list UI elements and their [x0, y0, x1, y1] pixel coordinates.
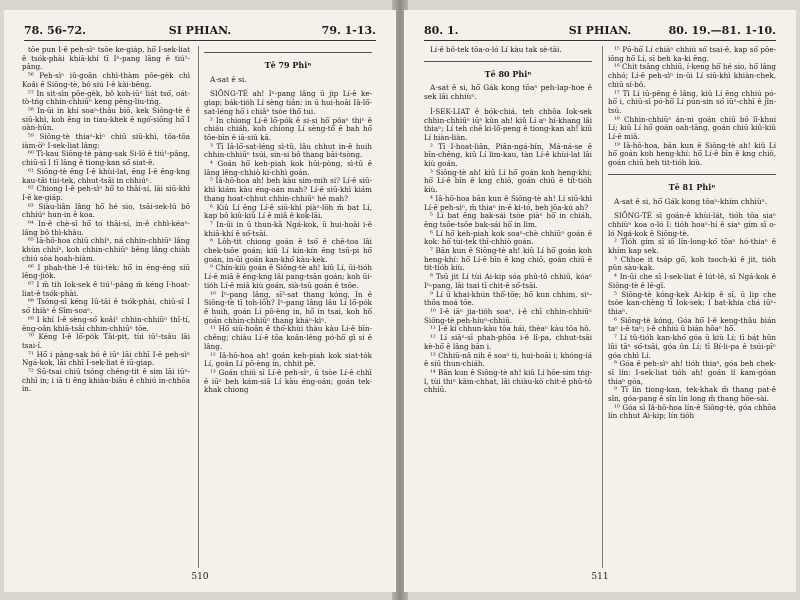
verse-paragraph: ⁶² Chiong I-ê peh-sìⁿ hō͘ to thāi-sí, lāi siū-khì I-ê ke-giáp. [22, 184, 190, 202]
verse-paragraph: ⁷² Sū-tsai chiū tsóng chéng-tit ê sim lāi iūⁿ-chhī in; i iā ti ēng khiàu-biāu ê chhiú in-chhōa in. [22, 367, 190, 394]
left-header-verse-range-end: 79. 1-13. [321, 24, 376, 37]
verse-paragraph: ¹² Lí siāⁿ-sī phah-phōa i-ê lî-pa, chhut-tsāi kè-hō͘ ê lâng bān i. [424, 333, 592, 351]
verse-paragraph: ² Tióh gím sī iô lîn-long-kó͘ tōaⁿ hó-thiaⁿ ê khím kap sek. [608, 237, 776, 256]
verse-paragraph: ¹⁸ Chhin-chhiūⁿ án-ni goán chiū bô lī-khui Lí; kiû Lí hō͘ goán oah-tāng, goán chiū kiû-kiû Lí-ê miâ. [608, 114, 776, 142]
left-page-header [24, 24, 376, 41]
psalm-79-subtitle: A-sat ê si. [210, 74, 247, 84]
verse-paragraph: ¹⁰ I-ê iāⁿ jia-tióh soaⁿ, i-ê chī chhin-chhiūⁿ Siōng-tè peh-hiuⁿ-chhiū. [424, 306, 592, 325]
verse-paragraph: ⁷ Lí tû-tióh kan-khó͘ góa ū kiù Lí; tī bát hûn lûi tāⁿ só͘-tsāi, góa ûn Lí; tī Bí-li-pa ê tsúi-pīⁿ góa chhì Lí. [608, 333, 776, 360]
verse-paragraph: ⁶ Kiû Lí ēng Lí-ê siū-khì piàⁿ-lōh m̄ bat Lí, kap bô kiû-kiû Lí ê miâ ê kok-lāi. [204, 202, 372, 221]
right-page-column-1 [424, 46, 592, 570]
verse-paragraph: ⁵ Iâ-hō-hoa ah! beh kàu sím-mih si? Lí-ê siū-khì kiám kàu éng-oán mah? Lí-ê siū-khì kiám thang hoat-chhut chhin-chhiūⁿ hé mah? [204, 176, 372, 203]
left-column-divider [198, 46, 199, 568]
verse-paragraph: tōe pun I-ê peh-sìⁿ tsōe ke-giáp, hō͘ I-sek-liat ê tsók-phài khiā-khí tī Iⁿ-pang lāng ê tiú¹-pâng. [22, 46, 190, 72]
verse-paragraph: ⁶⁶ I phah-thè I-ê tùi-tèk: hō͘ in éng-éng siū lêng-jiók. [22, 262, 190, 281]
verse-paragraph: ¹¹ Hō͘ siū-hoān ê thó͘-khùi thàu kàu Lí-ê bīn-chêng; chiàu Lí-ê tōa koân-lêng pó-hō͘ gī sí ê lâng. [204, 324, 372, 351]
right-header-verse-range-end: 80. 19.—81. 1-10. [668, 24, 776, 37]
verse-paragraph: ⁶³ Siàu-liân lâng hō͘ hé sio, tsāi-sek-lú bô chhiúⁿ hun-in ê koa. [22, 201, 190, 220]
verse-paragraph: ⁶⁵ Iā-hō-hoa chiū chhíⁿ, ná chhin-chhiūⁿ lâng khùn chhíⁿ, koh chhin-chhiūⁿ bêng lâng chiàh chiú sòa hoah-hiàm. [22, 236, 190, 263]
verse-paragraph: ¹⁹ Iâ-hō-hoa, bān kun ê Siōng-tè ah! kiû Lí hō͘ goán koh heng-khí: hō͘ Lí-ê bīn ê kng chiō, goán chiū beh tit-tióh kiù. [608, 140, 776, 168]
left-page-number: 510 [191, 572, 209, 582]
verse-paragraph: ⁸ Lōh-tit chiong goán ê tsó͘ ê chē-toa lâi chek-tsōe goán; kiû Lí kín-kín ēng tsū-pi hō͘ goán, in-ūi goán kan-khó͘ kàu-kek. [204, 237, 372, 264]
verse-paragraph: ⁶ Siōng-tè kóng, Góa hō͘ I-ê keng-thâu bián taⁿ i-ê taⁿ; i-ê chhiú ū bián hōaⁿ hō͘. [608, 315, 776, 334]
verse-paragraph: ² Tī I-hoat-liân, Piân-ngá-bín, Má-ná-se ê bīn-chêng, kiû Lí lim-kau, tàn Lí-ê khùi-lat lâi kiù goán. [424, 141, 592, 169]
right-header-book-title: SI PHIAN. [568, 24, 632, 37]
verse-paragraph: ⁴ In-ūi che sī I-sek-liat ê lút-lē, sī Ngá-kok ê Siōng-tè ê lē-gī. [608, 272, 776, 290]
left-page-column-2 [204, 46, 372, 570]
verse-paragraph: ¹⁷ Tī Lí iū-pêng ê lâng, kiû Lí ēng chhiú pó-hō͘ i, chiū-sī pó-hō͘ Lí pún-sin só͘ iūⁿ-chhī ê jîn-tsú. [608, 88, 776, 115]
verse-paragraph: ⁸ Tsū jit Lí tùi Ai-kip sóa phû-tô chhiū, kóaⁿ Iⁿ-pang, lâi tsai tī chit-ê só͘-tsāi. [424, 272, 592, 290]
left-header-book-title: SI PHIAN. [168, 24, 232, 37]
verse-paragraph: Í-SEK-LIAT ê bók-chiá, teh chhōa Iok-sek chhin-chhiūⁿ iūⁿ kûn ah! kiû Lí aⁿ hí-khang lâi thiaⁿ; Lí teh chē ki-lô͘-peng ê tiong-kan ah! kiû Lí hiàn-liàn. [424, 106, 592, 142]
verse-paragraph: ⁷ Bān kun ê Siōng-tè ah! kiû Lí hō͘ goán koh heng-khí: hō͘ Lí-ê bīn ê kng chiō, goán chiū ē tit-tióh kiù. [424, 246, 592, 273]
verse-paragraph: ⁵⁹ Siōng-tè thiaⁿ-kìⁿ chiū siū-khì, tōa-tōa iàm-ò͘ⁿ I-sek-liat lâng: [22, 132, 190, 150]
verse-paragraph: ¹¹ I-ê ki chhun-kàu tōa hái, thèaⁿ kàu tōa hô. [430, 324, 591, 334]
verse-paragraph: SIŌNG-TÈ ah! Iⁿ-pang lâng ū jip Lí-ê ke-giap; bák-tióh Lí sèng tiān: in ū hui-hoāi Iâ-lō͘-sat-léng hō͘ i chiâⁿ tsòe thô͘ tui. [204, 89, 372, 116]
verse-paragraph: ⁷ In-ūi in ū thun-kā Ngá-kok, ū hui-hoāi i-ê khiā-khí ê só͘-tsāi. [204, 219, 372, 238]
verse-paragraph: ⁶⁸ Tsóng-sī kéng Iû-tāi ê tsók-phài, chiū-sī I só͘ thiàⁿ ê Sîm-soaⁿ. [22, 297, 190, 316]
right-page-number: 511 [591, 572, 609, 582]
verse-paragraph: ⁵⁷ In sit-sìn pōe-gèk, bô koh-iūⁿ liát tsó͘, oát-tò-tńg chhin-chhiūⁿ keng pêng-liu-tńg. [22, 88, 190, 107]
right-header-verse-range: 80. 1. [424, 24, 459, 37]
verse-paragraph: ⁶⁴ In-ê chè-sī hō͘ to͘ thāi-sí, in-ê chhì-kéaⁿ-lâng bô thì-khàu. [22, 219, 190, 237]
psalm-79-title: Tē 79 Phiⁿ [204, 52, 372, 70]
verse-paragraph: ⁹ Lí ū khai-khún thô͘-tōe; hō͘ kun chhim, siⁿ-thōa moá tōe. [424, 289, 592, 308]
verse-paragraph: ² In chiong Lí-ê lō͘-pók ê si-si hō͘ pōaⁿ thiⁿ ê chiáu chiáh, koh chiong Lí sèng-tô͘ ê bah hō͘ tōe-bīn ê iā-siū kā. [204, 115, 372, 142]
psalm-81-subtitle: A-sat ê si, hō͘ Gák kong tōaⁿ-khím chhiùⁿ. [614, 196, 768, 206]
verse-paragraph: ⁸ Góa ê peh-sìⁿ ah! tióh thiaⁿ, góa beh chek-sī lín: I-sek-liat tióh ah! goán lí kam-góan thiaⁿ góa, [608, 359, 776, 386]
verse-paragraph: ⁶ Lí hō͘ keh-piah kok soaⁿ-chè chhiūⁿ goán ê kok: hō͘ tùi-tek thī-chhiò goán. [424, 228, 592, 247]
verse-paragraph: ¹² Iâ-hō-hoa ah! goán keh-piah kok siat-tók Lí, goán Lí pō-èng in, chhit pē. [204, 350, 372, 369]
psalm-79-closing-verse: Lí-ê bô-tek tōa-o-ló Lí kàu tak sè-tāi. [430, 46, 562, 54]
left-header-verse-range: 78. 56-72. [24, 24, 86, 37]
verse-paragraph: ¹⁶ Chit tsâng chhiū, í-keng hō͘ hé sio, hō͘ lâng chhó; Lí-ê peh-sìⁿ in-ūi Lí siū-khì khiàn-chek, chiū sí-bô. [608, 62, 776, 89]
left-page [4, 10, 396, 592]
verse-paragraph: ⁴ Goán hō͘ keh-piah kok hūi-pòng, sì-tū ê lâng lêng-chhiò ki-chhì goán. [204, 159, 372, 177]
verse-paragraph: ¹⁰ Góa sī Iâ-hō-hoa lín-ê Siōng-tè, góa chhōa lín chhut Ai-kip; lín tióh [608, 402, 776, 421]
verse-paragraph: ⁶⁰ Tì-kau Siōng-tè pàng-sak Si-lō ê tiú¹-pâng, chiū-sī I tī lâng ê tiong-kan só͘ siat-ê. [22, 149, 190, 168]
verse-paragraph: ⁵ Siōng-tè kóng-kek Ai-kip ê sî, ū lip che tsòe kan-chèng tī Iok-sek; I bat-khia chá iūⁿ-thiaⁿ. [608, 289, 776, 316]
verse-paragraph: ⁴ Iâ-hō-hoa bān kun ê Siōng-tè ah! Lí siū-khì Lí-ê peh-sìⁿ, m̄ thiaⁿ in-ê ki-tó, beh jōa-kú ah? [424, 193, 592, 212]
verse-paragraph: ¹³ Chhiū-nâ nih ê soaⁿ ti, hui-hoāi i; khóng-iá ê siū thun-chiáh. [424, 350, 592, 369]
right-column-divider [602, 46, 603, 568]
left-page-column-1 [22, 46, 190, 570]
verse-paragraph: ⁷⁰ Kéng I-ê lō͘-pók Tāi-pit, tùi iū¹-tsâu lāi tsai-î. [22, 332, 190, 350]
verse-paragraph: ¹⁴ Bān kun ê Siōng-tè ah! kiû Lí hōe-sim tńg-l, tùi thiⁿ kàm-chhat, lâi chiàu-kò͘ chit-ê phû-tô chhiū. [424, 367, 592, 395]
psalm-81-title: Tē 81 Phiⁿ [608, 174, 776, 192]
verse-paragraph: ¹⁰ Iⁿ-pang lâng, sī²-sat thang kóng, In ê Siōng-tè tī toh-lōh? Iⁿ-pang lâng lâu Lí lō͘-pók ê huih, goán Lí pō-èng in, hō͘ in tsai, koh hō͘ goán chhin-chhiūⁿ thang kháⁿ-kìⁿ. [204, 289, 372, 325]
verse-paragraph: ⁶⁹ I khí I-ê sèng-só͘ koâi¹ chhin-chhiūⁿ thî-tí, ēng-oân khiā-tsāi chhin-chhiūⁿ tōe. [22, 314, 190, 333]
verse-paragraph: SIŌNG-TÈ sī goán-ê khùi-lát, tióh tōa siaⁿ chhiùⁿ koa o-ló I: tióh hoaⁿ-hí ê siaⁿ gím sī o-ló Ngá-kok ê Siōng-tè. [608, 211, 776, 238]
verse-paragraph: ³ Tī Iâ-lō͘-sat-léng sì-tû, lâu chhut in-ê huih chhin-chhiūⁿ tsúi, sin-si bô thang bāi-tsòng. [204, 141, 372, 160]
verse-paragraph: ³ Siōng-tè ah! kiû Lí hō͘ goán koh heng-khí; hō͘ Lí-ê bīn ê kng chiō, goán chiū ē tit-tióh kiù. [424, 167, 592, 195]
verse-paragraph: ⁵ Lí bat ēng bak-sái tsòe piàⁿ hō͘ in chiáh, ēng tsōe-tsōe bak-sái hō͘ in lim. [424, 211, 592, 229]
verse-paragraph: ¹³ Goán chiū sī Lí-ê peh-sìⁿ, ū tsòe Lí-ê chhī ê iūⁿ beh kám-siā Lí kàu éng-oán; goán tek-khak chiong [204, 367, 372, 395]
verse-paragraph: ⁹ Tī lín tiong-kan, tek-khak m̄ thang pat-ê sîn, góa-pang ê sîn lín long m̄ thang hōe-sài. [608, 385, 776, 404]
verse-paragraph: ⁵⁶ Peh-sìⁿ iû-goân chhì-thàm pōe-gèk chì Koâi ê Siōng-tè, bô siú I-ê kài-bēng. [22, 71, 190, 89]
verse-paragraph: ⁶¹ Siōng-tè ēng I-ê khùi-lat, ēng I-ê êng-kng kau-tāi tùi-tek, chhut-tsāi in chhiúⁿ. [22, 166, 190, 185]
verse-paragraph: ¹⁵ Pō-hō͘ Lí chiàⁿ chhiú só͘ tsai-ê, kap só͘ pōe-iōng hō͘ Lí, sī beh ka-ki ēng. [608, 46, 776, 63]
psalm-80-subtitle: A-sat ê si, hō͘ Gák kong tōaⁿ peh-lap-hoe ê sek lâi chhiùⁿ. [424, 83, 592, 102]
psalm-80-title: Tē 80 Phiⁿ [424, 61, 592, 79]
verse-paragraph: ⁷¹ Hō͘ i pàng-sak bó ê iūⁿ lāi chhī I-ê peh-sìⁿ Ngá-kok, lāi chhī I-sek-liat ê iū-giap. [22, 349, 190, 368]
verse-paragraph: ³ Chhoe it tsáp gō͘, koh tsoch-kì ê jit, tióh pûn sàu-kak. [608, 254, 776, 273]
verse-paragraph: ⁶⁷ I m̄ tih Iok-sek ê tiú¹-pâng m̄ kéng I-hoat-liat-ê tsók-phài. [22, 279, 190, 298]
verse-paragraph: ⁵⁸ In-ūi in khí soaⁿ-thâu biō, kek Siōng-tè ê siū-khì, koh ēng in tiau-khek ê ngó͘-siōng hō͘ I oàn-hūn. [22, 105, 190, 133]
right-page-header [424, 24, 776, 41]
right-page [404, 10, 796, 592]
verse-paragraph: ⁹ Chín-kiù goán ê Siōng-tè ah! kiû Lí, ūi-tióh Lí-ê miâ ê êng-kng lâi pang-tsān goán; koh ūi-tióh Lí-ê miâ kiù goán, sià-tsū goán ê tsōe. [204, 263, 372, 290]
right-page-column-2 [608, 46, 776, 570]
